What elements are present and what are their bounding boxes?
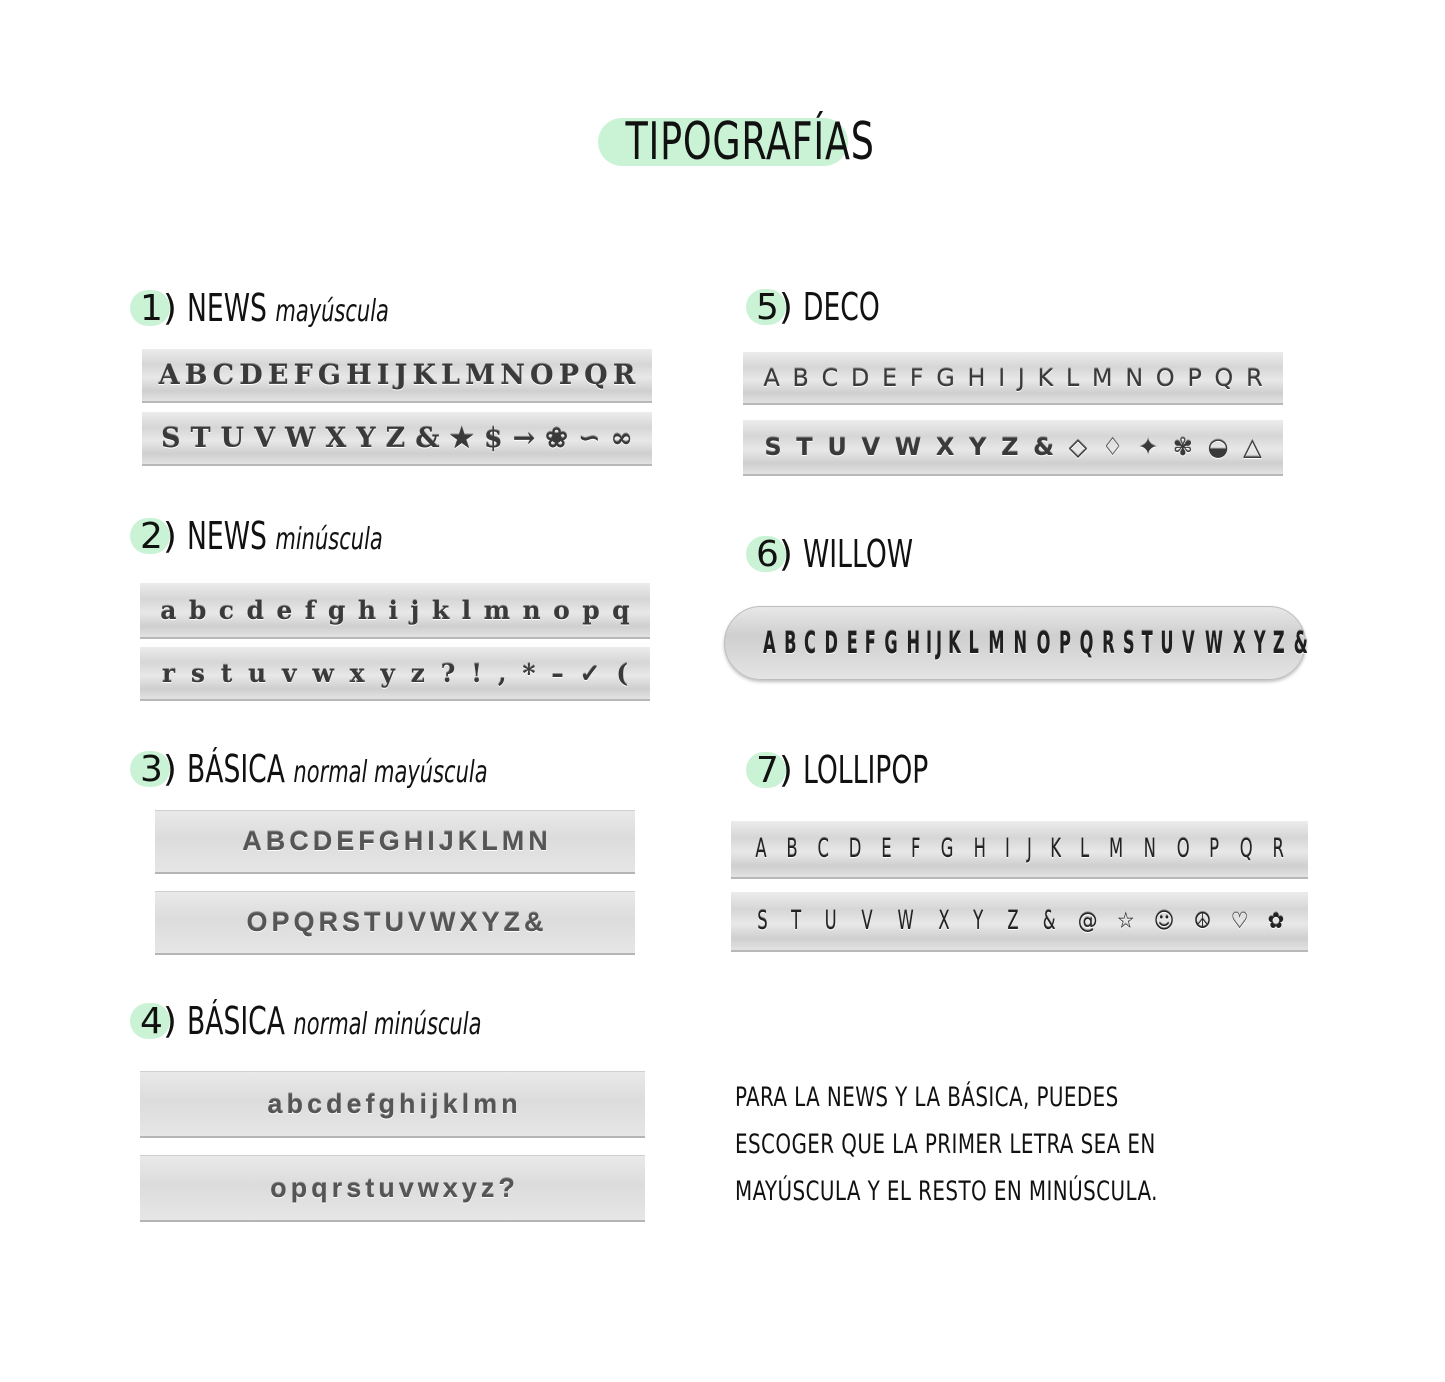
note-line: PARA LA NEWS Y LA BÁSICA, PUEDES — [735, 1082, 1119, 1113]
stamp-glyph: h — [399, 1088, 416, 1119]
stamp-glyph: s — [190, 658, 205, 688]
stamp-glyph: w — [417, 1172, 439, 1203]
stamp-glyph: ! — [471, 658, 483, 688]
stamp-glyph: C — [212, 359, 235, 391]
stamp-glyph: X — [938, 906, 950, 936]
stamp-glyph: X — [1233, 625, 1246, 661]
stamp-glyph: G — [940, 834, 954, 864]
stamp-glyph: R — [1272, 834, 1284, 864]
stamp-strip-5b — [743, 420, 1283, 476]
stamp-glyph: y — [380, 658, 395, 688]
stamp-glyph: d — [246, 595, 264, 625]
stamp-glyph: N — [1125, 363, 1144, 392]
stamp-glyph: m — [473, 1088, 498, 1119]
stamp-glyph: T — [364, 907, 381, 937]
stamp-glyph: W — [285, 422, 316, 454]
stamp-strip-5a — [743, 352, 1283, 405]
stamp-glyph: ∽ — [577, 422, 601, 454]
stamp-glyph: & — [524, 907, 544, 937]
stamp-glyph: X — [459, 907, 478, 937]
stamp-glyph: – — [551, 658, 564, 688]
stamp-glyph: i — [419, 1088, 428, 1119]
stamp-glyph: P — [1187, 363, 1202, 392]
stamp-glyph: F — [864, 625, 876, 661]
stamp-glyph: K — [948, 625, 962, 661]
section-name: LOLLIPOP — [802, 748, 929, 792]
stamp-glyph: , — [497, 658, 507, 688]
stamp-glyph: P — [558, 359, 580, 391]
section-name: WILLOW — [802, 532, 914, 576]
stamp-glyph: T — [1141, 625, 1153, 661]
stamp-glyph: I — [1004, 834, 1010, 864]
stamp-glyph: P — [1209, 834, 1220, 864]
stamp-glyph: z — [410, 658, 425, 688]
stamp-strip-6 — [724, 606, 1306, 680]
stamp-glyph: △ — [1243, 433, 1262, 461]
section-subtitle: normal minúscula — [293, 1007, 482, 1042]
stamp-strip-7a — [731, 821, 1308, 879]
stamp-glyph: S — [764, 433, 782, 461]
stamp-glyph: B — [265, 826, 286, 856]
stamp-glyph: k — [431, 595, 450, 625]
stamp-glyph: X — [935, 433, 955, 461]
stamp-glyph: ✿ — [1267, 908, 1285, 934]
stamp-glyph: w — [312, 658, 334, 688]
stamp-glyph: Q — [1079, 625, 1094, 661]
section-heading-4 — [140, 997, 608, 1045]
stamp-glyph: ◒ — [1207, 433, 1229, 461]
stamp-glyph: f — [304, 595, 316, 625]
section-name: BÁSICA — [186, 747, 285, 791]
stamp-glyph: V — [408, 907, 427, 937]
stamp-glyph: a — [267, 1088, 283, 1119]
stamp-glyph: G — [317, 359, 341, 391]
stamp-glyph: A — [754, 834, 767, 864]
note-line: ESCOGER QUE LA PRIMER LETRA SEA EN — [735, 1129, 1156, 1160]
section-subtitle: normal mayúscula — [293, 755, 488, 790]
stamp-glyph: u — [248, 658, 267, 688]
stamp-glyph: E — [336, 826, 355, 856]
stamp-glyph: p — [582, 595, 600, 625]
stamp-glyph: K — [412, 359, 436, 391]
stamp-glyph: o — [553, 595, 570, 625]
stamp-glyph: U — [1160, 625, 1174, 661]
stamp-glyph: S — [160, 422, 181, 454]
page-title-block — [598, 108, 875, 176]
stamp-glyph: Q — [1239, 834, 1253, 864]
stamp-glyph: D — [239, 359, 263, 391]
stamp-glyph: ✓ — [579, 658, 601, 688]
stamp-glyph: V — [1182, 625, 1196, 661]
stamp-glyph: S — [756, 906, 768, 936]
stamp-glyph: L — [968, 625, 980, 661]
stamp-glyph: C — [817, 834, 829, 864]
stamp-glyph: W — [897, 906, 914, 936]
stamp-glyph: → — [512, 422, 536, 454]
stamp-glyph: r — [161, 658, 176, 688]
stamp-glyph: Y — [356, 422, 376, 454]
section-heading-2 — [140, 512, 467, 560]
stamp-glyph: $ — [483, 422, 503, 454]
stamp-glyph: M — [987, 625, 1005, 661]
stamp-glyph: S — [342, 907, 361, 937]
stamp-glyph: U — [384, 907, 405, 937]
stamp-glyph: Q — [584, 359, 608, 391]
section-number: 4) — [140, 1000, 177, 1042]
stamp-glyph: g — [378, 1088, 395, 1119]
stamp-glyph: A — [763, 625, 776, 661]
stamp-glyph: K — [1049, 834, 1061, 864]
stamp-glyph: A — [158, 359, 180, 391]
stamp-glyph: G — [884, 625, 898, 661]
stamp-glyph: k — [442, 1088, 458, 1119]
stamp-glyph: O — [1176, 834, 1190, 864]
stamp-glyph: q — [311, 1172, 328, 1203]
stamp-glyph: J — [438, 826, 454, 856]
stamp-strip-4b — [140, 1155, 645, 1222]
stamp-glyph: D — [824, 625, 839, 661]
stamp-glyph: T — [796, 433, 813, 461]
stamp-strip-7b — [731, 892, 1308, 952]
stamp-glyph: W — [1205, 625, 1224, 661]
stamp-glyph: c — [218, 595, 235, 625]
page-title: TIPOGRAFÍAS — [625, 112, 875, 172]
section-number: 1) — [140, 287, 177, 329]
stamp-glyph: ★ — [449, 422, 474, 454]
section-heading-6 — [756, 530, 960, 578]
stamp-glyph: A — [763, 363, 780, 392]
stamp-strip-3a — [155, 810, 635, 874]
section-number: 3) — [140, 748, 177, 790]
stamp-glyph: Y — [481, 907, 500, 937]
stamp-glyph: J — [394, 359, 408, 391]
section-name: NEWS — [186, 286, 267, 330]
stamp-glyph: D — [312, 826, 333, 856]
stamp-glyph: & — [1033, 433, 1055, 461]
stamp-glyph: v — [398, 1172, 414, 1203]
stamp-glyph: R — [1245, 363, 1263, 392]
stamp-glyph: x — [349, 658, 365, 688]
stamp-glyph: ? — [498, 1172, 515, 1203]
stamp-glyph: I — [998, 363, 1006, 392]
stamp-glyph: H — [906, 625, 920, 661]
stamp-glyph: v — [282, 658, 297, 688]
stamp-glyph: l — [461, 595, 472, 625]
stamp-glyph: S — [1122, 625, 1135, 661]
stamp-glyph: u — [378, 1172, 395, 1203]
section-subtitle: mayúscula — [275, 294, 389, 329]
stamp-glyph: U — [827, 433, 847, 461]
section-name: BÁSICA — [186, 999, 285, 1043]
stamp-glyph: L — [481, 826, 498, 856]
stamp-glyph: U — [220, 422, 245, 454]
stamp-glyph: Y — [1253, 625, 1266, 661]
stamp-glyph: d — [325, 1088, 343, 1119]
section-heading-1 — [140, 284, 475, 332]
stamp-glyph: s — [346, 1172, 362, 1203]
stamp-glyph: ♡ — [1230, 908, 1249, 934]
stamp-glyph: O — [1036, 625, 1051, 661]
stamp-glyph: J — [936, 625, 943, 661]
stamp-glyph: * — [522, 658, 536, 688]
stamp-glyph: O — [246, 907, 268, 937]
stamp-glyph: T — [190, 422, 211, 454]
stamp-glyph: G — [936, 363, 955, 392]
section-name: DECO — [802, 285, 880, 329]
stamp-glyph: R — [1101, 625, 1115, 661]
stamp-glyph: I — [376, 359, 390, 391]
stamp-glyph: h — [357, 595, 377, 625]
stamp-glyph: ( — [616, 658, 629, 688]
stamp-glyph: @ — [1077, 908, 1098, 934]
stamp-glyph: P — [271, 907, 290, 937]
stamp-glyph: E — [846, 625, 858, 661]
stamp-glyph: B — [786, 834, 798, 864]
stamp-glyph: E — [881, 363, 898, 392]
stamp-glyph: C — [289, 826, 309, 856]
stamp-glyph: F — [911, 834, 921, 864]
section-number: 6) — [756, 533, 793, 575]
stamp-glyph: a — [160, 595, 177, 625]
stamp-strip-4a — [140, 1071, 645, 1138]
stamp-strip-1a — [142, 349, 652, 403]
stamp-strip-2a — [140, 583, 650, 639]
stamp-glyph: D — [848, 834, 862, 864]
stamp-glyph: l — [461, 1088, 470, 1119]
stamp-strip-1b — [142, 412, 652, 466]
section-heading-5 — [756, 283, 913, 331]
stamp-glyph: y — [461, 1172, 477, 1203]
stamp-glyph: n — [522, 595, 541, 625]
stamp-glyph: Z — [1273, 625, 1286, 661]
stamp-glyph: H — [973, 834, 986, 864]
stamp-strip-2b — [140, 647, 650, 701]
stamp-glyph: C — [821, 363, 839, 392]
stamp-glyph: V — [861, 433, 881, 461]
stamp-glyph: z — [480, 1172, 495, 1203]
stamp-glyph: O — [530, 359, 554, 391]
section-subtitle: minúscula — [275, 522, 383, 557]
stamp-glyph: T — [790, 906, 801, 936]
stamp-glyph: W — [894, 433, 922, 461]
stamp-glyph: f — [365, 1088, 375, 1119]
stamp-glyph: ✦ — [1138, 433, 1159, 461]
stamp-glyph: B — [784, 625, 797, 661]
stamp-glyph: E — [881, 834, 892, 864]
stamp-glyph: p — [290, 1172, 308, 1203]
stamp-glyph: F — [358, 826, 375, 856]
stamp-glyph: N — [1143, 834, 1157, 864]
stamp-glyph: t — [365, 1172, 375, 1203]
stamp-glyph: W — [430, 907, 456, 937]
stamp-glyph: N — [500, 359, 525, 391]
stamp-glyph: M — [501, 826, 525, 856]
stamp-glyph: Y — [973, 906, 984, 936]
stamp-glyph: I — [926, 625, 933, 661]
stamp-glyph: j — [431, 1088, 439, 1119]
stamp-glyph: q — [612, 595, 630, 625]
stamp-glyph: O — [1155, 363, 1175, 392]
stamp-glyph: ☺ — [1153, 908, 1175, 934]
stamp-glyph: F — [293, 359, 313, 391]
stamp-glyph: n — [501, 1088, 518, 1119]
section-heading-7 — [756, 746, 982, 794]
stamp-glyph: M — [1091, 363, 1113, 392]
stamp-glyph: B — [792, 363, 809, 392]
stamp-glyph: & — [1293, 625, 1308, 661]
stamp-glyph: K — [1037, 363, 1054, 392]
note-line: MAYÚSCULA Y EL RESTO EN MINÚSCULA. — [735, 1176, 1158, 1207]
stamp-glyph: b — [286, 1088, 303, 1119]
stamp-glyph: X — [325, 422, 347, 454]
stamp-glyph: Z — [1007, 906, 1019, 936]
section-number: 7) — [756, 749, 793, 791]
stamp-glyph: x — [442, 1172, 458, 1203]
stamp-glyph: Z — [385, 422, 406, 454]
stamp-glyph: H — [403, 826, 424, 856]
stamp-glyph: e — [346, 1088, 362, 1119]
stamp-glyph: g — [327, 595, 346, 625]
stamp-glyph: N — [1013, 625, 1028, 661]
stamp-glyph: & — [1043, 906, 1056, 936]
stamp-glyph: Q — [293, 907, 315, 937]
stamp-glyph: Z — [503, 907, 521, 937]
stamp-glyph: M — [465, 359, 496, 391]
stamp-glyph: r — [331, 1172, 343, 1203]
stamp-glyph: ❀ — [545, 422, 568, 454]
stamp-glyph: c — [306, 1088, 322, 1119]
stamp-glyph: H — [967, 363, 986, 392]
info-note — [735, 1074, 1255, 1215]
section-number: 2) — [140, 515, 177, 557]
stamp-glyph: J — [1026, 834, 1032, 864]
stamp-glyph: F — [909, 363, 924, 392]
stamp-glyph: t — [220, 658, 233, 688]
section-name: NEWS — [186, 514, 267, 558]
stamp-glyph: C — [804, 625, 817, 661]
stamp-glyph: K — [457, 826, 478, 856]
stamp-glyph: Z — [1001, 433, 1019, 461]
stamp-glyph: ☮ — [1193, 908, 1212, 934]
stamp-glyph: b — [188, 595, 207, 625]
stamp-glyph: H — [346, 359, 372, 391]
stamp-glyph: m — [483, 595, 511, 625]
stamp-glyph: ◇ — [1068, 433, 1088, 461]
stamp-glyph: V — [254, 422, 276, 454]
stamp-glyph: E — [267, 359, 289, 391]
stamp-glyph: V — [861, 906, 873, 936]
stamp-glyph: i — [388, 595, 398, 625]
stamp-glyph: ☆ — [1116, 908, 1135, 934]
stamp-glyph: ? — [440, 658, 456, 688]
stamp-glyph: I — [427, 826, 435, 856]
section-heading-3 — [140, 745, 616, 793]
stamp-glyph: ✾ — [1172, 433, 1193, 461]
stamp-glyph: R — [318, 907, 338, 937]
stamp-strip-3b — [155, 891, 635, 955]
stamp-glyph: L — [1079, 834, 1090, 864]
stamp-glyph: Q — [1214, 363, 1234, 392]
stamp-glyph: G — [378, 826, 400, 856]
stamp-glyph: U — [824, 906, 837, 936]
stamp-glyph: A — [242, 826, 262, 856]
stamp-glyph: J — [1017, 363, 1025, 392]
stamp-glyph: e — [276, 595, 293, 625]
stamp-glyph: ∞ — [610, 422, 633, 454]
stamp-glyph: P — [1058, 625, 1071, 661]
stamp-glyph: j — [410, 595, 420, 625]
stamp-glyph: M — [1109, 834, 1124, 864]
stamp-glyph: & — [415, 422, 440, 454]
stamp-glyph: Y — [969, 433, 987, 461]
section-number: 5) — [756, 286, 793, 328]
stamp-glyph: N — [528, 826, 548, 856]
stamp-glyph: D — [850, 363, 870, 392]
stamp-glyph: R — [612, 359, 636, 391]
stamp-glyph: L — [441, 359, 461, 391]
stamp-glyph: L — [1065, 363, 1080, 392]
stamp-glyph: o — [270, 1172, 287, 1203]
stamp-glyph: B — [184, 359, 208, 391]
stamp-glyph: ♢ — [1101, 433, 1124, 461]
